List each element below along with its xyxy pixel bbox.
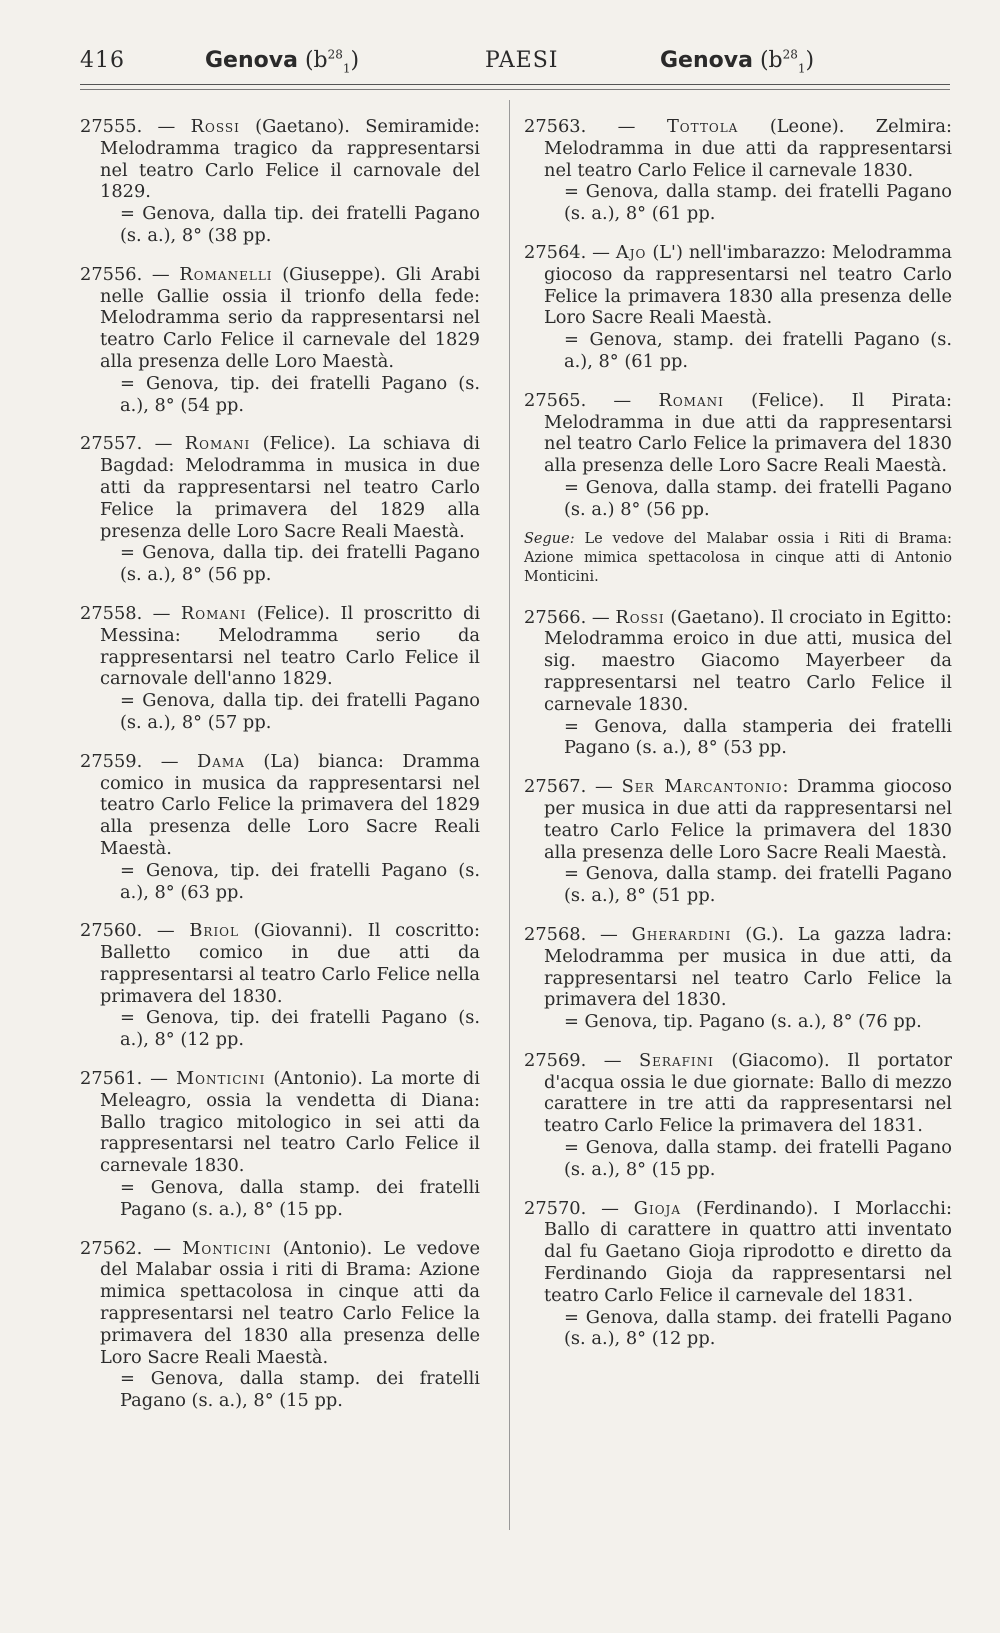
header-left-place: Genova [205, 48, 298, 73]
catalog-entry [80, 603, 480, 734]
entry-author: Rossi [615, 606, 665, 628]
header-rule-thin [80, 89, 950, 90]
entry-number: 27560. — [80, 920, 175, 942]
entry-author: Romani [658, 389, 724, 411]
entry-title: (Gaetano). Semiramide: Melodramma tragico da rappresentarsi nel teatro Carlo Felice il carnovale del 1829. [100, 116, 480, 203]
entry-imprint: = Genova, dalla stamp. dei fratelli Pagano (s. a.), 8° (15 pp. [564, 1137, 952, 1180]
entry-author: Briol [189, 920, 239, 942]
entry-title: (Felice). Il Pirata: Melodramma in due atti da rappresentarsi nel teatro Carlo Felice la primavera del 1830 alla presenza delle Loro Sacre Reali Maestà. [544, 389, 952, 477]
entry-imprint: = Genova, dalla stamperia dei fratelli Pagano (s. a.), 8° (53 pp. [564, 715, 952, 759]
entry-imprint: = Genova, dalla stamp. dei fratelli Pagano (s. a.), 8° (12 pp. [564, 1306, 952, 1350]
entry-imprint: = Genova, dalla tip. dei fratelli Pagano (s. a.), 8° (56 pp. [120, 542, 480, 586]
entry-author: Gioja [633, 1197, 682, 1219]
catalog-entry [80, 433, 480, 586]
column-divider [509, 100, 510, 1530]
header-left-close: ) [350, 48, 360, 73]
segue-label: Segue: [524, 530, 575, 547]
entry-title: (Antonio). La morte di Meleagro, ossia la vendetta di Diana: Ballo tragico mitologico in sei atti da rappresentarsi nel teatro Carlo Felice il carnevale 1830. [100, 1068, 480, 1177]
entry-title: : Dramma giocoso per musica in due atti da rappresentarsi nel teatro Carlo Felice la primavera del 1830 alla presenza delle Loro Sacre Reali Maestà. [544, 776, 952, 863]
entry-imprint: = Genova, tip. dei fratelli Pagano (s. a.), 8° (12 pp. [120, 1007, 480, 1051]
entry-title: (Gaetano). Il crociato in Egitto: Melodramma eroico in due atti, musica del sig. maestro Giacomo Mayerbeer da rappresentarsi nel teatro Carlo Felice il carnevale 1830. [544, 606, 953, 715]
entry-title: (Leone). Zelmira: Melodramma in due atti da rappresentarsi nel teatro Carlo Felice il carnevale 1830. [544, 116, 953, 181]
header-right-sup: 28 [782, 47, 798, 62]
header-right-sig: (b [759, 48, 783, 73]
header-left-sub: 1 [342, 61, 351, 76]
entry-imprint: = Genova, dalla stamp. dei fratelli Pagano (s. a.), 8° (15 pp. [120, 1177, 480, 1220]
entry-imprint: = Genova, tip. Pagano (s. a.), 8° (76 pp. [564, 1011, 922, 1033]
header-left-sup: 28 [327, 47, 343, 62]
entry-imprint: = Genova, dalla stamp. dei fratelli Pagano (s. a.) 8° (56 pp. [564, 476, 952, 520]
entry-author: Monticini [175, 1068, 266, 1090]
entry-imprint: = Genova, tip. dei fratelli Pagano (s. a.), 8° (63 pp. [120, 859, 480, 903]
entry-author: Tottola [666, 116, 739, 137]
header-rule [80, 84, 950, 85]
entry-title: (L') nell'imbarazzo: Melodramma giocoso da rappresentarsi nel teatro Carlo Felice la primavera 1830 alla presenza delle Loro Sacre Reali Maestà. [544, 241, 952, 329]
catalog-entry [524, 1050, 952, 1181]
entry-number: 27557. — [80, 433, 173, 455]
entry-imprint: = Genova, dalla tip. dei fratelli Pagano (s. a.), 8° (38 pp. [120, 203, 480, 246]
entry-author: Dama [197, 750, 245, 772]
catalog-entry [80, 116, 480, 247]
segue-note [524, 530, 952, 587]
entry-author: Ser Marcantonio [621, 776, 783, 798]
entry-number: 27569. — [524, 1049, 622, 1071]
entry-imprint: = Genova, dalla tip. dei fratelli Pagano (s. a.), 8° (57 pp. [120, 690, 480, 733]
entry-imprint: = Genova, stamp. dei fratelli Pagano (s. a.), 8° (61 pp. [564, 329, 952, 372]
catalog-entry [80, 751, 480, 904]
entry-imprint: = Genova, dalla stamp. dei fratelli Pagano (s. a.), 8° (61 pp. [564, 181, 952, 225]
header-center: PAESI [485, 48, 559, 73]
catalog-entry [524, 1198, 952, 1351]
entry-author: Gherardini [631, 923, 732, 945]
entry-number: 27562. — [80, 1237, 172, 1259]
entry-title: (Giovanni). Il coscritto: Balletto comico in due atti da rappresentarsi al teatro Carlo Felice nella primavera del 1830. [100, 920, 480, 1007]
entry-title: (Ferdinando). I Morlacchi: Ballo di carattere in quattro atti inventato dal fu Gaetano Gioja riprodotto e diretto da Ferdinando Gioja da rappresentarsi nel teatro Carlo Felice il carnevale del 1831. [544, 1197, 952, 1306]
header-left-title [205, 47, 360, 76]
entry-imprint: = Genova, dalla stamp. dei fratelli Pagano (s. a.), 8° (51 pp. [564, 863, 952, 907]
catalog-entry [80, 920, 480, 1051]
entry-title: (Felice). La schiava di Bagdad: Melodramma in musica in due atti da rappresentarsi nel teatro Carlo Felice la primavera del 1829 alla presenza delle Loro Sacre Reali Maestà. [100, 433, 480, 542]
entry-author: Rossi [190, 116, 240, 137]
entry-number: 27555. — [80, 116, 176, 137]
catalog-entry [524, 607, 952, 760]
entry-title: (Giuseppe). Gli Arabi nelle Gallie ossia il trionfo della fede: Melodramma serio da rappresentarsi nel teatro Carlo Felice il carnevale del 1829 alla presenza delle Loro Maestà. [100, 263, 481, 372]
entry-number: 27558. — [80, 602, 171, 624]
catalog-entry [80, 264, 480, 417]
catalog-entry [80, 1068, 480, 1221]
catalog-entry [524, 242, 952, 373]
catalog-entry [80, 1238, 480, 1412]
entry-number: 27565. — [524, 389, 632, 411]
entry-imprint: = Genova, dalla stamp. dei fratelli Pagano (s. a.), 8° (15 pp. [120, 1368, 480, 1412]
right-column [524, 116, 952, 1367]
entry-title: (Antonio). Le vedove del Malabar ossia i riti di Brama: Azione mimica spettacolosa in cinque atti da rappresentarsi nel teatro Carlo Felice la primavera del 1830 alla presenza delle Loro Sacre Reali Maestà. [100, 1237, 480, 1368]
page-number: 416 [80, 48, 125, 73]
entry-number: 27566. — [524, 606, 610, 628]
entry-author: Monticini [182, 1237, 272, 1259]
entry-number: 27568. — [524, 923, 618, 945]
entry-number: 27567. — [524, 776, 613, 798]
entry-number: 27564. — [524, 241, 610, 263]
left-column [80, 116, 480, 1429]
entry-number: 27556. — [80, 263, 170, 285]
segue-text: Le vedove del Malabar ossia i Riti di Brama: Azione mimica spettacolosa in cinque atti di Antonio Monticini. [524, 530, 952, 585]
entry-number: 27559. — [80, 750, 179, 772]
entry-author: Romanelli [179, 263, 273, 285]
catalog-entry [524, 390, 952, 521]
entry-number: 27561. — [80, 1068, 168, 1090]
entry-author: Ajo [615, 241, 647, 263]
entry-title: (Giacomo). Il portator d'acqua ossia le due giornate: Ballo di mezzo carattere in tre atti da rappresentarsi nel teatro Carlo Felice la primavera del 1831. [544, 1049, 953, 1137]
header-left-sig: (b [304, 48, 328, 73]
entry-author: Romani [184, 433, 251, 455]
entry-title: (Felice). Il proscritto di Messina: Melodramma serio da rappresentarsi nel teatro Carlo Felice il carnovale dell'anno 1829. [100, 602, 481, 690]
header-right-sub: 1 [797, 61, 806, 76]
entry-author: Serafini [638, 1049, 714, 1071]
entry-number: 27563. — [524, 116, 636, 137]
catalog-entry [524, 776, 952, 907]
entry-imprint: = Genova, tip. dei fratelli Pagano (s. a.), 8° (54 pp. [120, 372, 480, 416]
entry-author: Romani [180, 602, 247, 624]
catalog-entry [524, 116, 952, 225]
header-right-title [660, 47, 815, 76]
running-header [80, 48, 948, 82]
entry-number: 27570. — [524, 1197, 619, 1219]
header-right-close: ) [805, 48, 815, 73]
catalog-entry [524, 924, 952, 1033]
entry-title: (G.). La gazza ladra: Melodramma per musica in due atti, da rappresentarsi nel teatro Carlo Felice la primavera del 1830. [544, 923, 952, 1011]
entry-title: (La) bianca: Dramma comico in musica da rappresentarsi nel teatro Carlo Felice la primavera del 1829 alla presenza delle Loro Sacre Reali Maestà. [100, 750, 481, 859]
header-right-place: Genova [660, 48, 753, 73]
